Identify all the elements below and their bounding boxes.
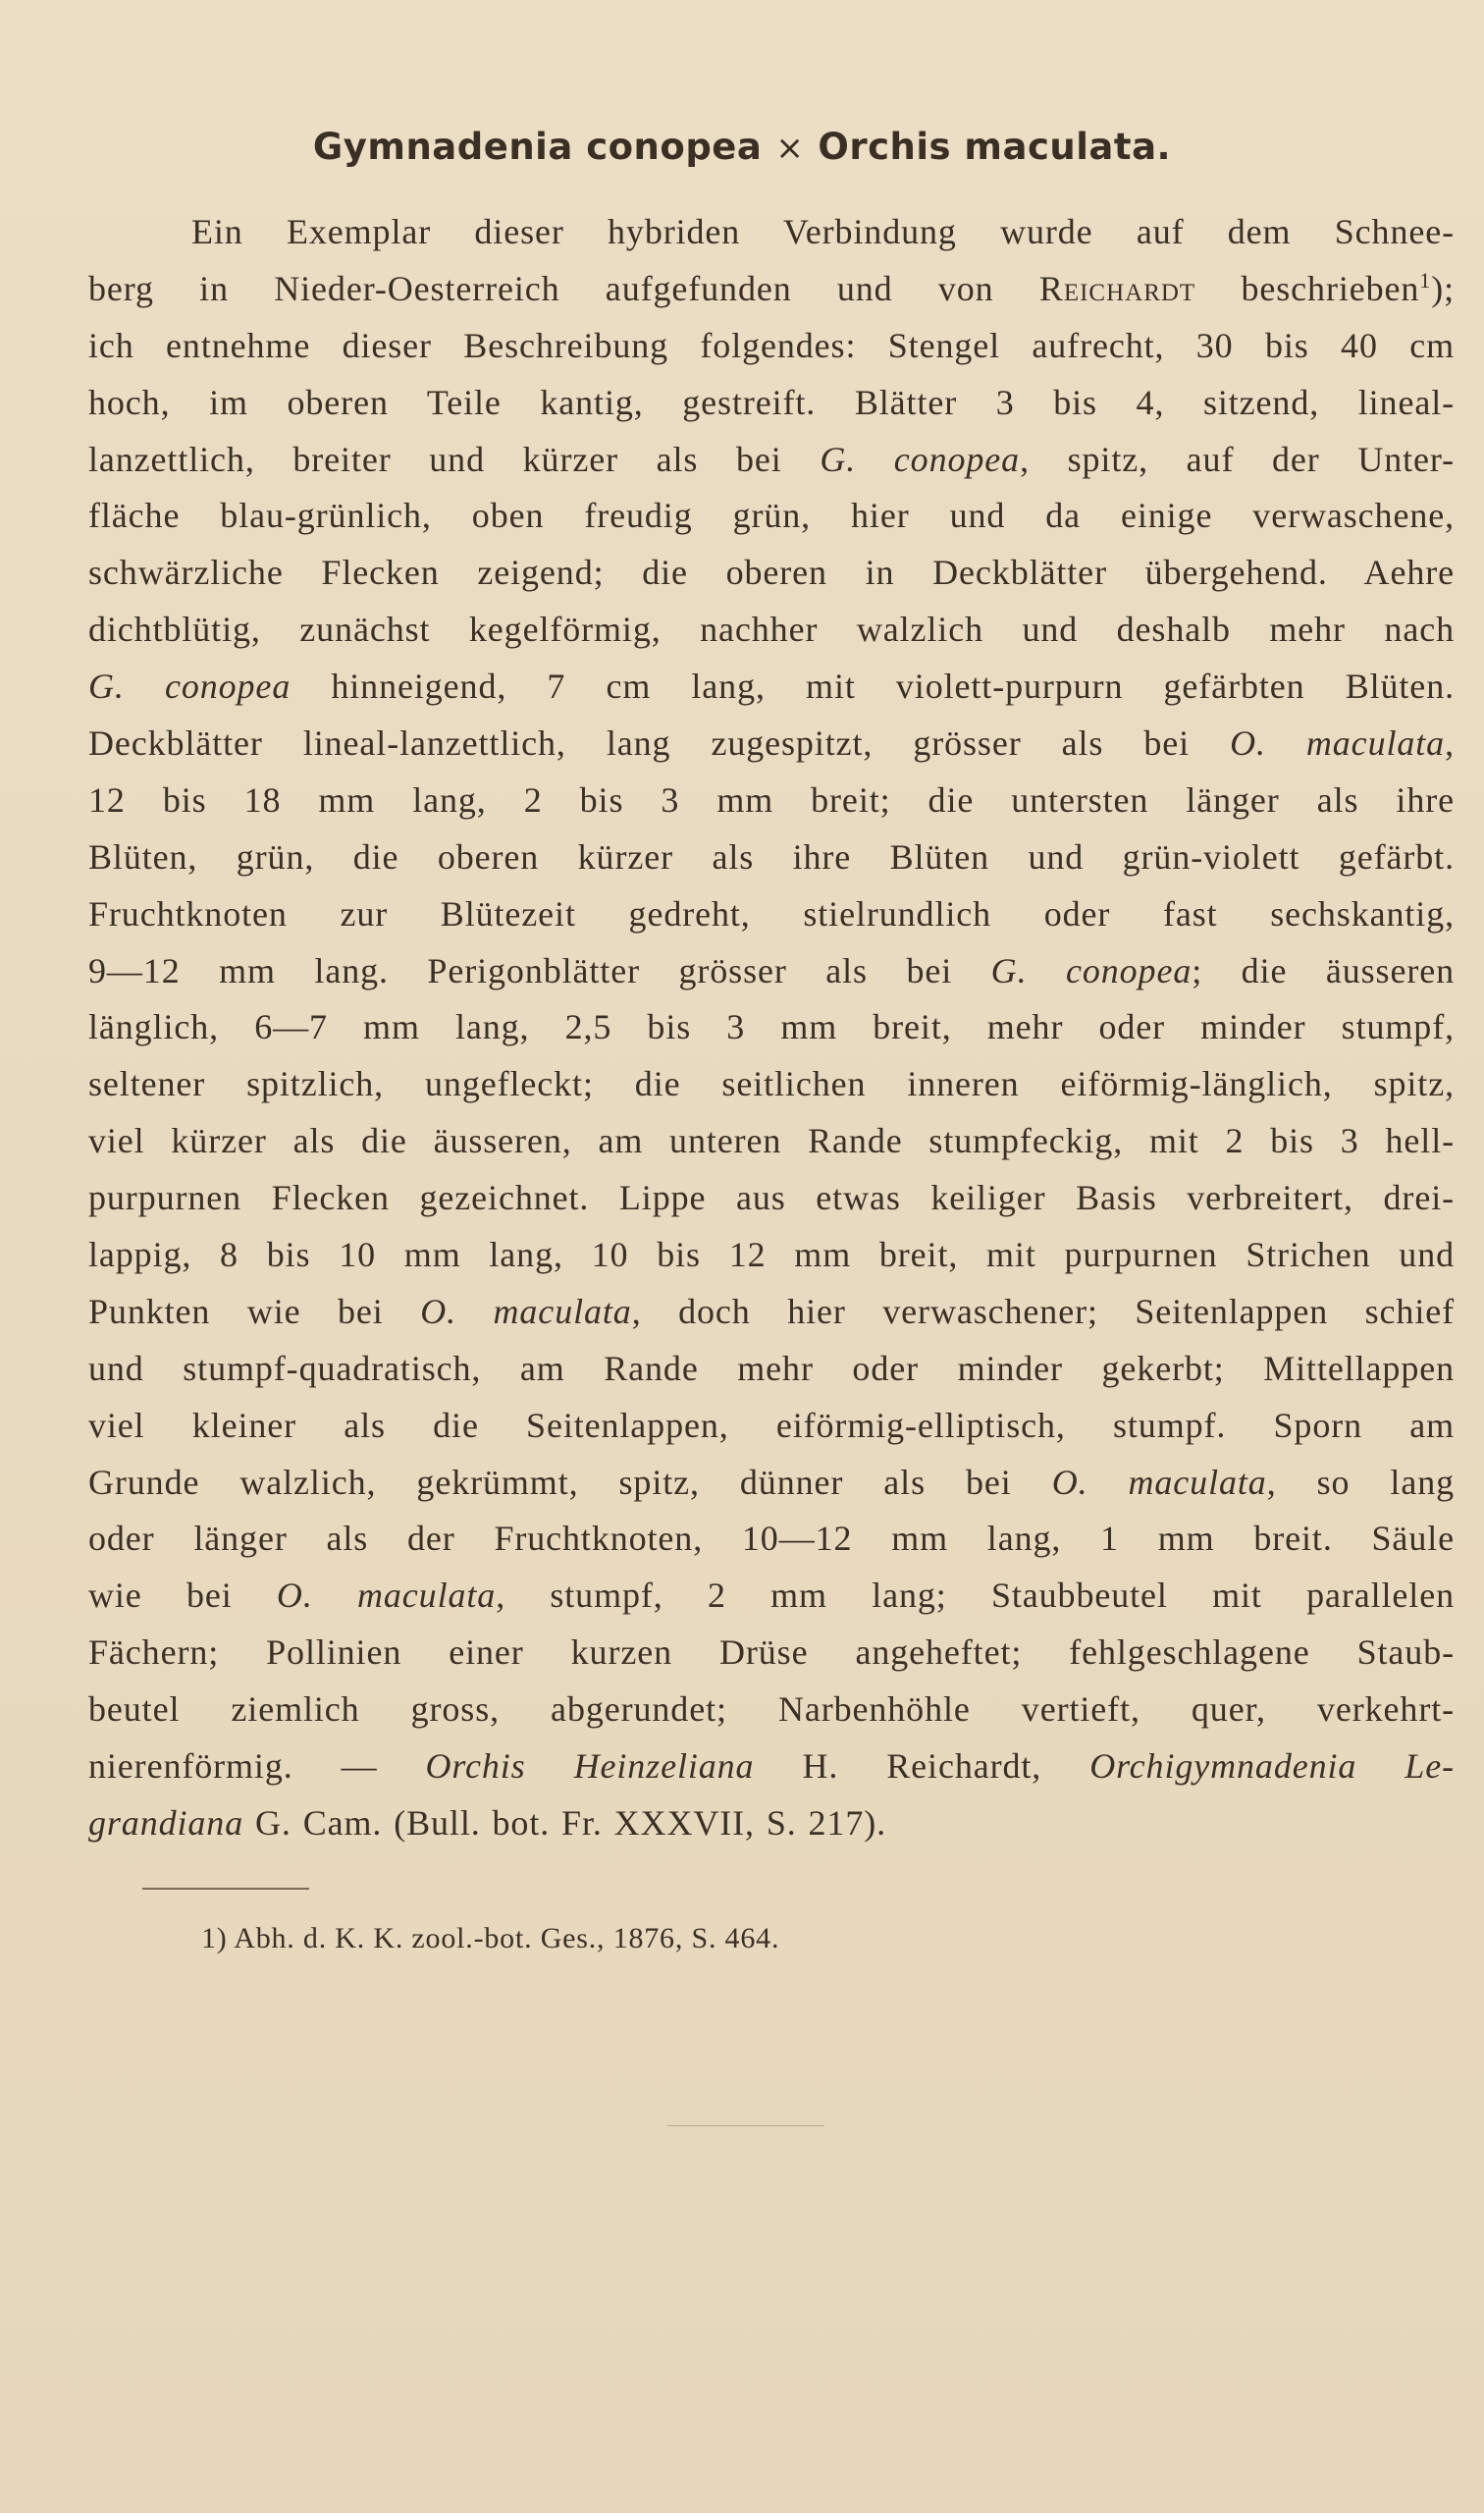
page-title (0, 126, 1484, 168)
text-line: Ein Exemplar dieser hybriden Verbindung wurde auf dem Schnee- (191, 212, 1455, 251)
text-line: viel kürzer als die äusseren, am unteren Rande stumpfeckig, mit 2 bis 3 hell- (88, 1121, 1455, 1161)
text-line: beutel ziemlich gross, abgerundet; Narbenhöhle vertieft, quer, verkehrt- (88, 1689, 1455, 1730)
text-line: fläche blau-grünlich, oben freudig grün, hier und da einige verwaschene, (88, 496, 1455, 536)
footnote: 1) Abh. d. K. K. zool.-bot. Ges., 1876, S. 464. (201, 1922, 780, 1954)
text-line: dichtblütig, zunächst kegelförmig, nachher walzlich und deshalb mehr nach (88, 610, 1455, 650)
footnote-separator (142, 1888, 309, 1890)
text-line: G. conopea hinneigend, 7 cm lang, mit violett-purpurn gefärbten Blüten. (88, 667, 1455, 707)
text-line: seltener spitzlich, ungefleckt; die seitlichen inneren eiförmig-länglich, spitz, (88, 1064, 1455, 1104)
text-line: Deckblätter lineal-lanzettlich, lang zugespitzt, grösser als bei O. maculata, (88, 723, 1455, 764)
text-line: Grunde walzlich, gekrümmt, spitz, dünner als bei O. maculata, so lang (88, 1462, 1455, 1502)
text-line: wie bei O. maculata, stumpf, 2 mm lang; Staubbeutel mit parallelen (88, 1576, 1455, 1616)
hybrid-cross-symbol: × (775, 129, 805, 168)
text-line: schwärzliche Flecken zeigend; die oberen in Deckblätter übergehend. Aehre (88, 553, 1455, 593)
text-line: Punkten wie bei O. maculata, doch hier verwaschener; Seitenlappen schief (88, 1291, 1455, 1331)
text-line: grandiana G. Cam. (Bull. bot. Fr. XXXVII, S. 217). (88, 1802, 887, 1843)
text-line: und stumpf-quadratisch, am Rande mehr oder minder gekerbt; Mittellappen (88, 1348, 1455, 1388)
text-line: Fruchtknoten zur Blütezeit gedreht, stielrundlich oder fast sechskantig, (88, 893, 1455, 934)
page-bottom-rule (667, 2125, 824, 2126)
text-line: berg in Nieder-Oesterreich aufgefunden und von Reichardt beschrieben$^1$); (88, 267, 1455, 308)
text-line: hoch, im oberen Teile kantig, gestreift. Blätter 3 bis 4, sitzend, lineal- (88, 382, 1455, 422)
text-line: oder länger als der Fruchtknoten, 10—12 mm lang, 1 mm breit. Säule (88, 1519, 1455, 1559)
text-line: Blüten, grün, die oberen kürzer als ihre Blüten und grün-violett gefärbt. (88, 836, 1455, 877)
text-line: 12 bis 18 mm lang, 2 bis 3 mm breit; die untersten länger als ihre (88, 779, 1455, 820)
text-line: lanzettlich, breiter und kürzer als bei G. conopea, spitz, auf der Unter- (88, 439, 1455, 479)
text-line: viel kleiner als die Seitenlappen, eiförmig-elliptisch, stumpf. Sporn am (88, 1405, 1455, 1445)
text-line: ich entnehme dieser Beschreibung folgendes: Stengel aufrecht, 30 bis 40 cm (88, 325, 1455, 365)
text-line: lappig, 8 bis 10 mm lang, 10 bis 12 mm breit, mit purpurnen Strichen und (88, 1235, 1455, 1275)
text-line: Fächern; Pollinien einer kurzen Drüse angeheftet; fehlgeschlagene Staub- (88, 1632, 1455, 1673)
text-line: purpurnen Flecken gezeichnet. Lippe aus etwas keiliger Basis verbreitert, drei- (88, 1178, 1455, 1218)
text-line: länglich, 6—7 mm lang, 2,5 bis 3 mm breit, mehr oder minder stumpf, (88, 1007, 1455, 1047)
body-paragraph (88, 204, 1455, 1852)
title-orchis: Orchis maculata. (818, 126, 1172, 168)
text-line: 9—12 mm lang. Perigonblätter grösser als bei G. conopea; die äusseren (88, 950, 1456, 990)
text-line: nierenförmig. — Orchis Heinzeliana H. Reichardt, Orchigymnadenia Le- (88, 1746, 1455, 1787)
title-gymnadenia: Gymnadenia conopea (312, 126, 763, 168)
